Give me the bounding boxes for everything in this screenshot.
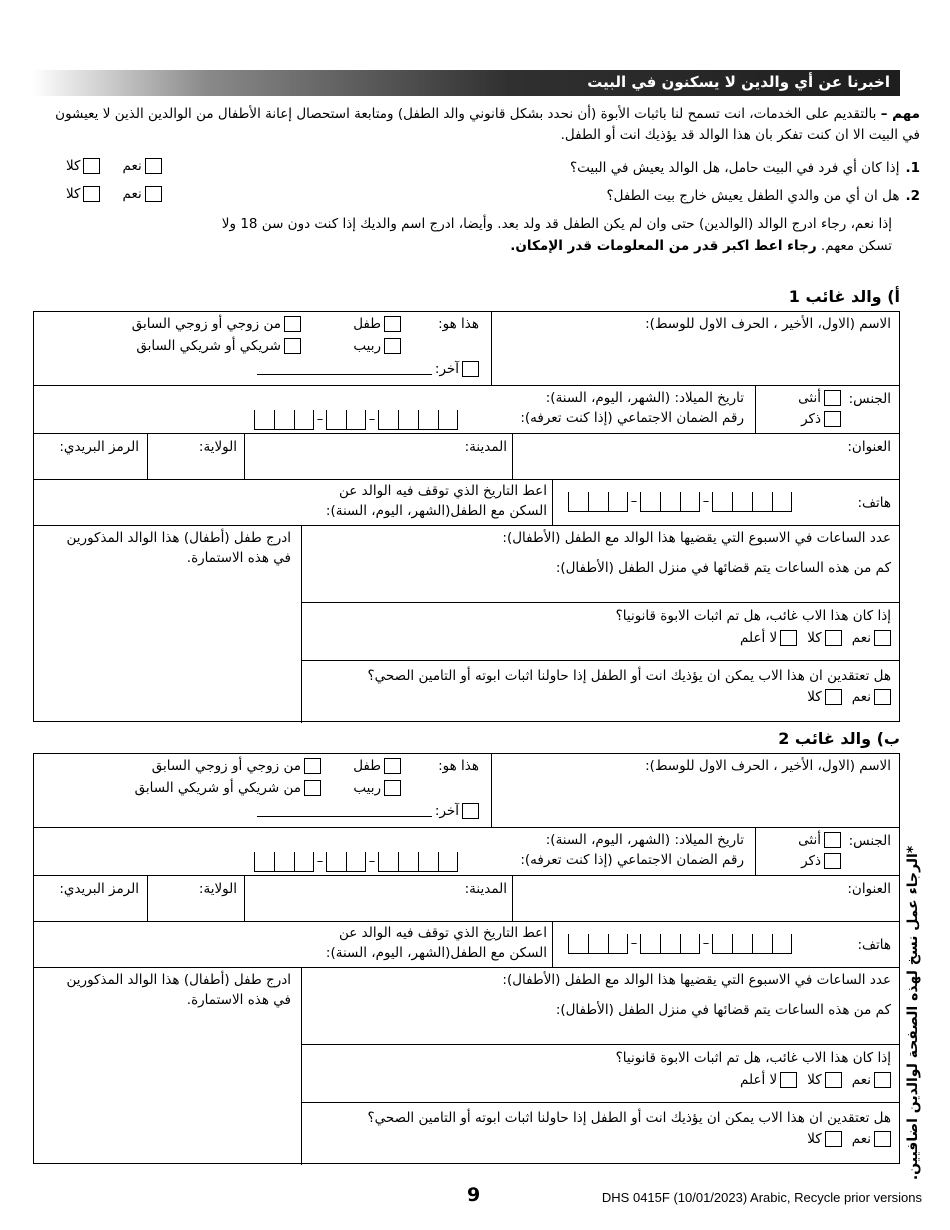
intro-important: مهم –: [880, 106, 920, 122]
child-checkbox[interactable]: [384, 758, 401, 774]
state-label: الولاية:: [198, 881, 237, 897]
question-1-options: نعم كلا: [66, 158, 162, 174]
zip-label: الرمز البريدي:: [59, 439, 139, 455]
question-1-text: إذا كان أي فرد في البيت حامل، هل الوالد يعيش في البيت؟: [569, 160, 900, 176]
harm-yes-checkbox[interactable]: [874, 689, 891, 705]
hours-label: عدد الساعات في الاسبوع التي يقضيها هذا الوالد مع الطفل (الأطفال):: [502, 972, 891, 988]
section-title: اخبرنا عن أي والدين لا يسكنون في البيت: [587, 73, 890, 91]
paternity-question: إذا كان هذا الاب غائب، هل تم اثبات الابوة قانونيا؟: [615, 1050, 891, 1066]
form-id: DHS 0415F (10/01/2023) Arabic, Recycle prior versions: [601, 1190, 922, 1205]
paternity-no-checkbox[interactable]: [825, 1072, 842, 1088]
paternity-no-checkbox[interactable]: [825, 630, 842, 646]
zip-label: الرمز البريدي:: [59, 881, 139, 897]
parent-2-form: [33, 753, 900, 1164]
hours-label: عدد الساعات في الاسبوع التي يقضيها هذا الوالد مع الطفل (الأطفال):: [502, 530, 891, 546]
hours-home-label: كم من هذه الساعات يتم قضائها في منزل الطفل (الأطفال):: [555, 1002, 891, 1018]
address-label: العنوان:: [847, 881, 891, 897]
phone-input[interactable]: – –: [568, 932, 792, 954]
name-label: الاسم (الاول، الأخير ، الحرف الاول للوسط):: [645, 316, 891, 332]
q1-no-checkbox[interactable]: [83, 158, 100, 174]
dob-label: تاريخ الميلاد: (الشهر، اليوم، السنة):: [545, 832, 744, 848]
address-label: العنوان:: [847, 439, 891, 455]
other-input[interactable]: [257, 363, 432, 375]
q1-yes-checkbox[interactable]: [145, 158, 162, 174]
ssn-input[interactable]: – –: [254, 408, 458, 430]
paternity-yes-checkbox[interactable]: [874, 630, 891, 646]
city-label: المدينة:: [464, 439, 507, 455]
gender-dob-row: الجنس: أنثى ذكر تاريخ الميلاد: (الشهر، اليوم، السنة): رقم الضمان الاجتماعي (إذا كنت تعرفه): – –: [34, 828, 899, 876]
ssn-label: رقم الضمان الاجتماعي (إذا كنت تعرفه):: [520, 410, 744, 426]
city-label: المدينة:: [464, 881, 507, 897]
paternity-dontknow-checkbox[interactable]: [780, 1072, 797, 1088]
harm-no-checkbox[interactable]: [825, 1131, 842, 1147]
hours-section: عدد الساعات في الاسبوع التي يقضيها هذا الوالد مع الطفل (الأطفال): كم من هذه الساعات يتم قضائها في منزل الطفل (الأطفال): ادرج طفل (أطفال) هذا الوالد المذكورين في هذه الاستمارة. إذا كان هذا الاب غائب، هل تم اثبات الابوة قانونيا؟ نعم كلا لا أعلم هل تعتقدين ان هذا الاب يمكن ان يؤذيك انت أو الطفل إذا حاولنا اثبات ابوته أو التامين الصحي؟ نعم كلا: [34, 526, 899, 723]
address-row: [34, 876, 899, 922]
q2-yes-checkbox[interactable]: [145, 186, 162, 202]
parent-2-title: ب) والد غائب 2: [778, 729, 900, 748]
phone-row: هاتف: – – اعط التاريخ الذي توقف فيه الوالد عن السكن مع الطفل(الشهر، اليوم، السنة):: [34, 922, 899, 968]
harm-no-checkbox[interactable]: [825, 689, 842, 705]
stepchild-checkbox[interactable]: [384, 338, 401, 354]
question-2-text: هل ان أي من والدي الطفل يعيش خارج بيت الطفل؟: [606, 188, 900, 204]
section-banner: [32, 70, 900, 96]
page-number: 9: [467, 1184, 481, 1206]
state-label: الولاية:: [198, 439, 237, 455]
stepchild-checkbox[interactable]: [384, 780, 401, 796]
female-checkbox[interactable]: [824, 390, 841, 406]
name-label: الاسم (الاول، الأخير ، الحرف الاول للوسط):: [645, 758, 891, 774]
side-note: *الرجاء عمل نسخ لهذه الصفحة لوالدين اضافيين.: [905, 845, 921, 1181]
name-row: الاسم (الاول، الأخير ، الحرف الاول للوسط): هذا هو: طفل من زوجي أو زوجي السابق ربيب شريكي أو شريكي السابق آخر:: [34, 312, 899, 386]
male-checkbox[interactable]: [824, 853, 841, 869]
question-2-options: نعم كلا: [66, 186, 162, 202]
parent-1-form: [33, 311, 900, 722]
paternity-dontknow-checkbox[interactable]: [780, 630, 797, 646]
name-row: الاسم (الاول، الأخير ، الحرف الاول للوسط): هذا هو: طفل من زوجي أو زوجي السابق ربيب من شريكي أو شريكي السابق آخر:: [34, 754, 899, 828]
question-2-note: إذا نعم، رجاء ادرج الوالد (الوالدين) حتى وان لم يكن الطفل قد ولد بعد. وأيضا، ادرج اسم والديك إذا كنت دون سن 18 ولا تسكن معهم. رجاء اعط اكبر قدر من المعلومات قدر الإمكان.: [221, 216, 892, 254]
spouse-checkbox[interactable]: [284, 316, 301, 332]
partner-checkbox[interactable]: [304, 780, 321, 796]
intro-text: بالتقديم على الخدمات، انت تسمح لنا باثبات الأبوة (أن نحدد بشكل قانوني والد الطفل) ومتابعة استحصال إعانة الأطفال من الوالدين الذين لا يعيشون في البيت الا ان كنت تفكر بان هذا الوالد قد يؤذيك انت أو الطفل.: [55, 106, 920, 143]
q2-no-checkbox[interactable]: [83, 186, 100, 202]
phone-row: هاتف: – – اعط التاريخ الذي توقف فيه الوالد عن السكن مع الطفل(الشهر، اليوم، السنة):: [34, 480, 899, 526]
paternity-question: إذا كان هذا الاب غائب، هل تم اثبات الابوة قانونيا؟: [615, 608, 891, 624]
partner-checkbox[interactable]: [284, 338, 301, 354]
male-checkbox[interactable]: [824, 411, 841, 427]
parent-1-title: أ) والد غائب 1: [788, 287, 900, 306]
dob-label: تاريخ الميلاد: (الشهر، اليوم، السنة):: [545, 390, 744, 406]
ssn-input[interactable]: – –: [254, 850, 458, 872]
phone-label: هاتف:: [857, 495, 891, 511]
female-checkbox[interactable]: [824, 832, 841, 848]
other-input[interactable]: [257, 805, 432, 817]
hours-home-label: كم من هذه الساعات يتم قضائها في منزل الطفل (الأطفال):: [555, 560, 891, 576]
gender-dob-row: الجنس: أنثى ذكر تاريخ الميلاد: (الشهر، اليوم، السنة): رقم الضمان الاجتماعي (إذا كنت تعرفه): – –: [34, 386, 899, 434]
ssn-label: رقم الضمان الاجتماعي (إذا كنت تعرفه):: [520, 852, 744, 868]
child-checkbox[interactable]: [384, 316, 401, 332]
question-1: 1.إذا كان أي فرد في البيت حامل، هل الوالد يعيش في البيت؟: [569, 160, 920, 176]
address-row: [34, 434, 899, 480]
spouse-checkbox[interactable]: [304, 758, 321, 774]
other-checkbox[interactable]: [462, 361, 479, 377]
phone-input[interactable]: – –: [568, 490, 792, 512]
harm-question: هل تعتقدين ان هذا الاب يمكن ان يؤذيك انت أو الطفل إذا حاولنا اثبات ابوته أو التامين الصحي؟: [367, 668, 891, 684]
harm-question: هل تعتقدين ان هذا الاب يمكن ان يؤذيك انت أو الطفل إذا حاولنا اثبات ابوته أو التامين الصحي؟: [367, 1110, 891, 1126]
question-2: 2.هل ان أي من والدي الطفل يعيش خارج بيت الطفل؟: [606, 188, 920, 204]
phone-label: هاتف:: [857, 937, 891, 953]
intro-paragraph: [45, 104, 920, 146]
other-checkbox[interactable]: [462, 803, 479, 819]
hours-section: عدد الساعات في الاسبوع التي يقضيها هذا الوالد مع الطفل (الأطفال): كم من هذه الساعات يتم قضائها في منزل الطفل (الأطفال): ادرج طفل (أطفال) هذا الوالد المذكورين في هذه الاستمارة. إذا كان هذا الاب غائب، هل تم اثبات الابوة قانونيا؟ نعم كلا لا أعلم هل تعتقدين ان هذا الاب يمكن ان يؤذيك انت أو الطفل إذا حاولنا اثبات ابوته أو التامين الصحي؟ نعم كلا: [34, 968, 899, 1165]
